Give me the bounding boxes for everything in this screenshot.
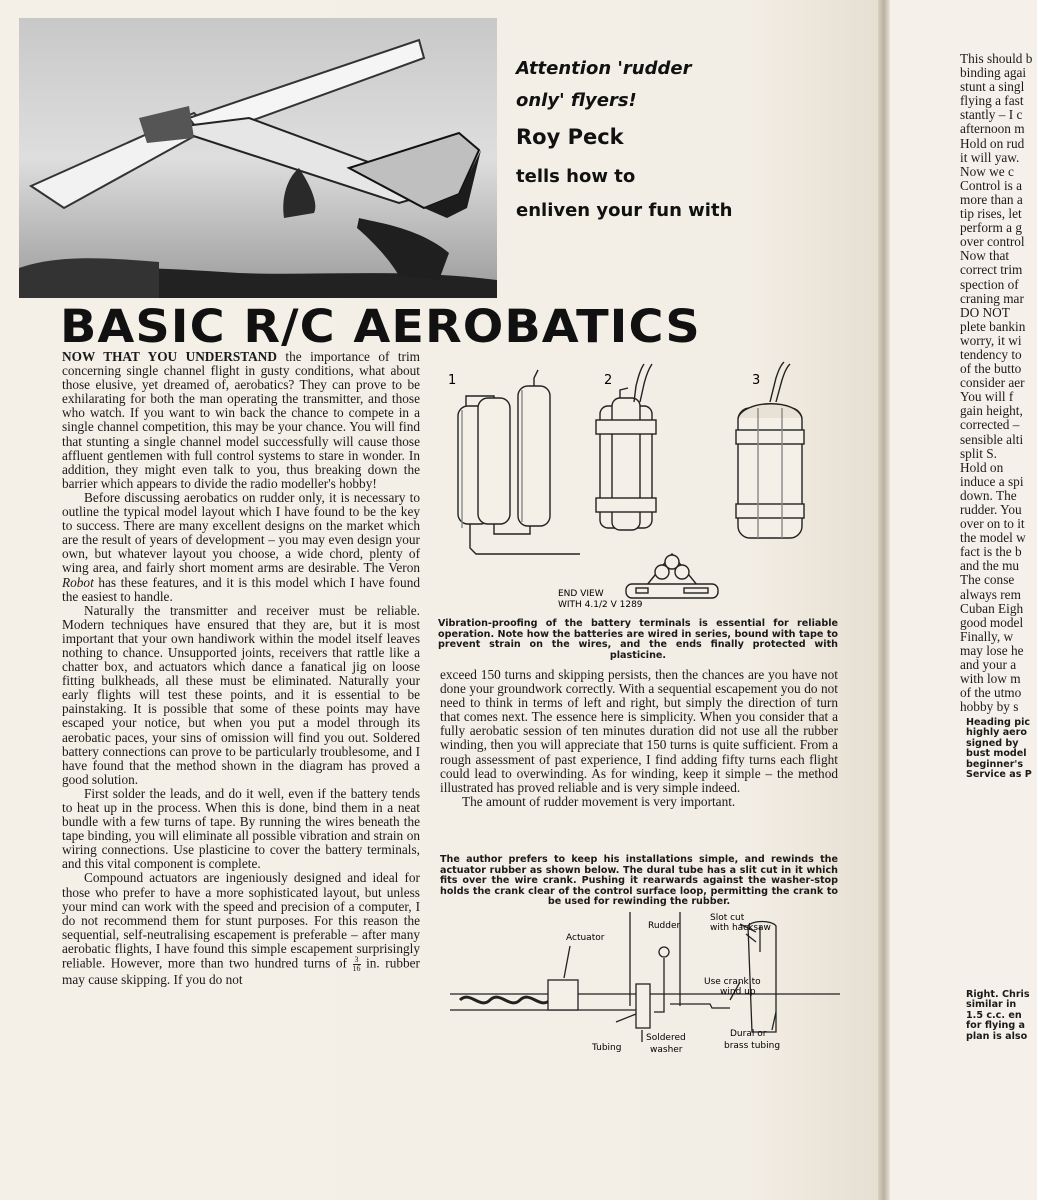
page-gutter: [878, 0, 890, 1200]
author-name: Roy Peck: [516, 125, 624, 149]
lead-in: NOW THAT YOU UNDERSTAND: [62, 349, 277, 364]
facing-page-line: You will f: [960, 389, 1014, 405]
facing-page-line: it will yaw.: [960, 149, 1020, 165]
paragraph: [62, 350, 420, 491]
facing-page-line: plete bankin: [960, 318, 1026, 334]
paragraph: First solder the leads, and do it well, even if the battery tends to heat up in the process. When this is done, bind them in a neat bundle with a few turns of tape. By running the wires beneath the tape binding, you will eliminate all possible vibration and strain on wiring connections. Use plasticine to cover the battery terminals, and this vital component is complete.: [62, 785, 420, 872]
end-view-label: END VIEW: [558, 589, 604, 599]
facing-page-line: Now we c: [960, 163, 1014, 179]
facing-caption-line: bust model: [966, 748, 1027, 760]
paragraph-text: the importance of trim concerning single channel flight in gusty conditions, what about those elusive, yet dreamed of, aerobatics? They can prove to be exhilarating for both the man operating the transmitter, and those who watch. If you want to win back the chance to compete in a single channel competition, this may be your chance. You will find that stunting a single channel model successfully will cause those affluent gentlemen with full control systems to stare in wonder. In addition, they might even talk to you, thus breaking down the barrier which appears to divide the radio modeller's hobby!: [62, 349, 421, 491]
facing-page-line: consider aer: [960, 375, 1025, 391]
rudder-label: Rudder: [648, 921, 681, 931]
facing-page-line: Now that: [960, 248, 1010, 264]
facing-page-line: over on to it: [960, 516, 1025, 532]
facing-page-line: tendency to: [960, 346, 1022, 362]
paragraph: Naturally the transmitter and receiver must be reliable. Modern techniques have ensured that they are, but it is most important that your own handiwork within the model itself leaves nothing to chance. Unsupported joints, receivers that rattle like a chatter box, and actuators which dance a fanatical jig on loose fitting bulkheads, all these must be eliminated. Naturally your early flights will test these points, and it is essential to be painstaking. It is possible that some of these points may have escaped your notice, but when you put a model through its aerobatic paces, your sins of omission will find you out. Soldered battery connections can prove to be particularly troublesome, and I have found that the method shown in the diagram has proved a good solution.: [62, 602, 420, 787]
facing-page-caption-1: [966, 718, 1032, 780]
article-title: BASIC R/C AEROBATICS: [60, 300, 701, 353]
facing-page-line: Finally, w: [960, 628, 1014, 644]
figure-label-1: 1: [448, 373, 457, 388]
facing-page-line: split S.: [960, 445, 997, 461]
facing-caption-line: beginner's: [966, 758, 1024, 770]
slot-label-2: with hacksaw: [710, 923, 771, 933]
facing-caption-line: Service as P: [966, 769, 1032, 781]
battery-diagram: [440, 358, 840, 620]
facing-page-line: This should b: [960, 51, 1033, 66]
facing-page-line: DO NOT: [960, 304, 1010, 320]
facing-page-caption-2: [966, 990, 1030, 1042]
aircraft-photo: [19, 18, 497, 298]
facing-page-line: and your a: [960, 657, 1017, 673]
intro-line-2: only' flyers!: [516, 90, 637, 111]
facing-page-line: corrected –: [960, 417, 1020, 433]
facing-caption-line: similar in: [966, 999, 1017, 1011]
intro-line-4: enliven your fun with: [516, 200, 733, 221]
intro-line-1: Attention 'rudder: [516, 58, 692, 79]
facing-page-line: hobby by s: [960, 699, 1019, 715]
facing-page-line: sensible alti: [960, 431, 1024, 447]
facing-page-line: craning mar: [960, 290, 1024, 306]
dural-label-1: Dural or: [730, 1029, 767, 1039]
end-view-voltage: WITH 4.1/2 V 1289: [558, 600, 643, 610]
facing-page-line: Hold on rud: [960, 135, 1025, 151]
facing-page-line: flying a fast: [960, 93, 1024, 109]
facing-page-line: always rem: [960, 586, 1021, 602]
paragraph: exceed 150 turns and skipping persists, then the chances are you have not done your groundwork correctly. With a sequential escapement you do not need to think in terms of left and right, but simply the direction of turn that comes next. The essence here is simplicity. When you consider that a fully aerobatic session of ten minutes duration did not use all the rubber winding, then you will appreciate that 150 turns is quite sufficient. From a rough assessment of past experience, I find adding fifty turns each flight could lead to overwinding. As for winding, keep it simple – the method illustrated has proved reliable and is very simple indeed.: [440, 667, 838, 795]
crank-label-1: Use crank to: [704, 977, 761, 987]
paragraph-text: in. rubber may cause skipping. If you do not: [62, 955, 420, 988]
actuator-label: Actuator: [566, 933, 605, 943]
actuator-caption: The author prefers to keep his installations simple, and rewinds the actuator rubber as shown below. The dural tube has a slit cut in it which fits over the wire crank. Pushing it rearwards against the washer-stop holds the crank clear of the control surface loop, permitting the crank to be used for rewinding the rubber.: [440, 854, 838, 908]
facing-page-line: over control: [960, 234, 1025, 250]
facing-page-line: correct trim: [960, 262, 1023, 278]
intro-line-3: tells how to: [516, 166, 636, 187]
facing-page-line: down. The: [960, 487, 1017, 503]
facing-page-line: binding agai: [960, 65, 1027, 81]
text-column-1: [62, 350, 420, 987]
facing-page-line: induce a spi: [960, 473, 1024, 489]
facing-page-line: fact is the b: [960, 544, 1022, 560]
facing-page-line: afternoon m: [960, 121, 1025, 137]
figure-label-2: 2: [604, 373, 613, 388]
fraction-numerator: 3: [354, 955, 359, 965]
facing-page-line: with low m: [960, 671, 1021, 687]
facing-page-line: Cuban Eigh: [960, 600, 1024, 616]
facing-caption-line: signed by: [966, 737, 1019, 749]
facing-page-line: Hold on: [960, 459, 1004, 475]
paragraph: [62, 871, 420, 987]
paragraph-text: Before discussing aerobatics on rudder only, it is necessary to outline the typical model layout which I have found to be the key to success. There are many excellent designs on the market which are the result of years of development – you may even design your own, but whatever layout you choose, a wide chord, plenty of wing area, and fairly short moment arms are desirable. The Veron: [62, 489, 420, 576]
facing-page-line: the model w: [960, 530, 1026, 546]
washer-label-2: washer: [650, 1045, 683, 1055]
facing-page-line: good model: [960, 614, 1024, 630]
crank-label-2: wind up: [720, 987, 756, 997]
paragraph-text: Compound actuators are ingeniously designed and ideal for those who prefer to have a more sophisticated layout, but unless your mind can work with the speed and precision of a computer, I do not recommend them for stunt purposes. For this reason the sequential, self-neutralising escapement is preferable – after many aerobatic flights, I have found this simple escapement surprisingly reliable. However, more than two hundred turns of: [62, 870, 420, 971]
actuator-diagram: [440, 912, 840, 1072]
facing-page-line: of the butto: [960, 361, 1022, 377]
fraction-denominator: 16: [352, 964, 361, 974]
fraction: [353, 956, 361, 973]
facing-caption-line: Right. Chris: [966, 989, 1030, 1000]
model-name: Robot: [62, 574, 94, 590]
slot-label-1: Slot cut: [710, 913, 745, 923]
facing-page-line: gain height,: [960, 403, 1023, 419]
facing-page-line: worry, it wi: [960, 332, 1022, 348]
facing-page-line: of the utmo: [960, 685, 1022, 701]
paragraph-text: has these features, and it is this model which I have found the easiest to handle.: [62, 574, 420, 604]
dural-label-2: brass tubing: [724, 1041, 781, 1051]
facing-page-line: rudder. You: [960, 502, 1022, 517]
facing-caption-line: highly aero: [966, 727, 1028, 739]
facing-page-line: stantly – I c: [960, 107, 1023, 123]
paragraph: [62, 491, 420, 604]
paragraph: The amount of rudder movement is very important.: [462, 793, 736, 809]
facing-caption-line: 1.5 c.c. en: [966, 1009, 1022, 1021]
tubing-label: Tubing: [592, 1043, 622, 1053]
facing-caption-line: Heading pic: [966, 717, 1031, 728]
facing-page-line: and the mu: [960, 558, 1020, 574]
facing-caption-line: for flying a: [966, 1020, 1026, 1032]
facing-page-line: may lose he: [960, 642, 1024, 658]
washer-label-1: Soldered: [646, 1033, 686, 1043]
facing-page-line: The conse: [960, 572, 1015, 588]
text-column-2: [440, 668, 838, 809]
article-intro: [516, 52, 856, 228]
facing-page-text: [960, 52, 1037, 714]
facing-page-line: spection of: [960, 276, 1019, 292]
facing-page-line: Control is a: [960, 177, 1023, 193]
facing-page-line: more than a: [960, 191, 1023, 207]
battery-caption: Vibration-proofing of the battery terminals is essential for reliable operation. Note how the batteries are wired in series, bound with tape to prevent strain on the wires, and the ends finally protected with plasticine.: [438, 618, 838, 661]
facing-caption-line: plan is also: [966, 1030, 1028, 1042]
figure-label-3: 3: [752, 373, 761, 388]
facing-page-line: tip rises, let: [960, 206, 1022, 222]
facing-page-line: perform a g: [960, 220, 1023, 236]
facing-page-line: stunt a singl: [960, 79, 1025, 95]
